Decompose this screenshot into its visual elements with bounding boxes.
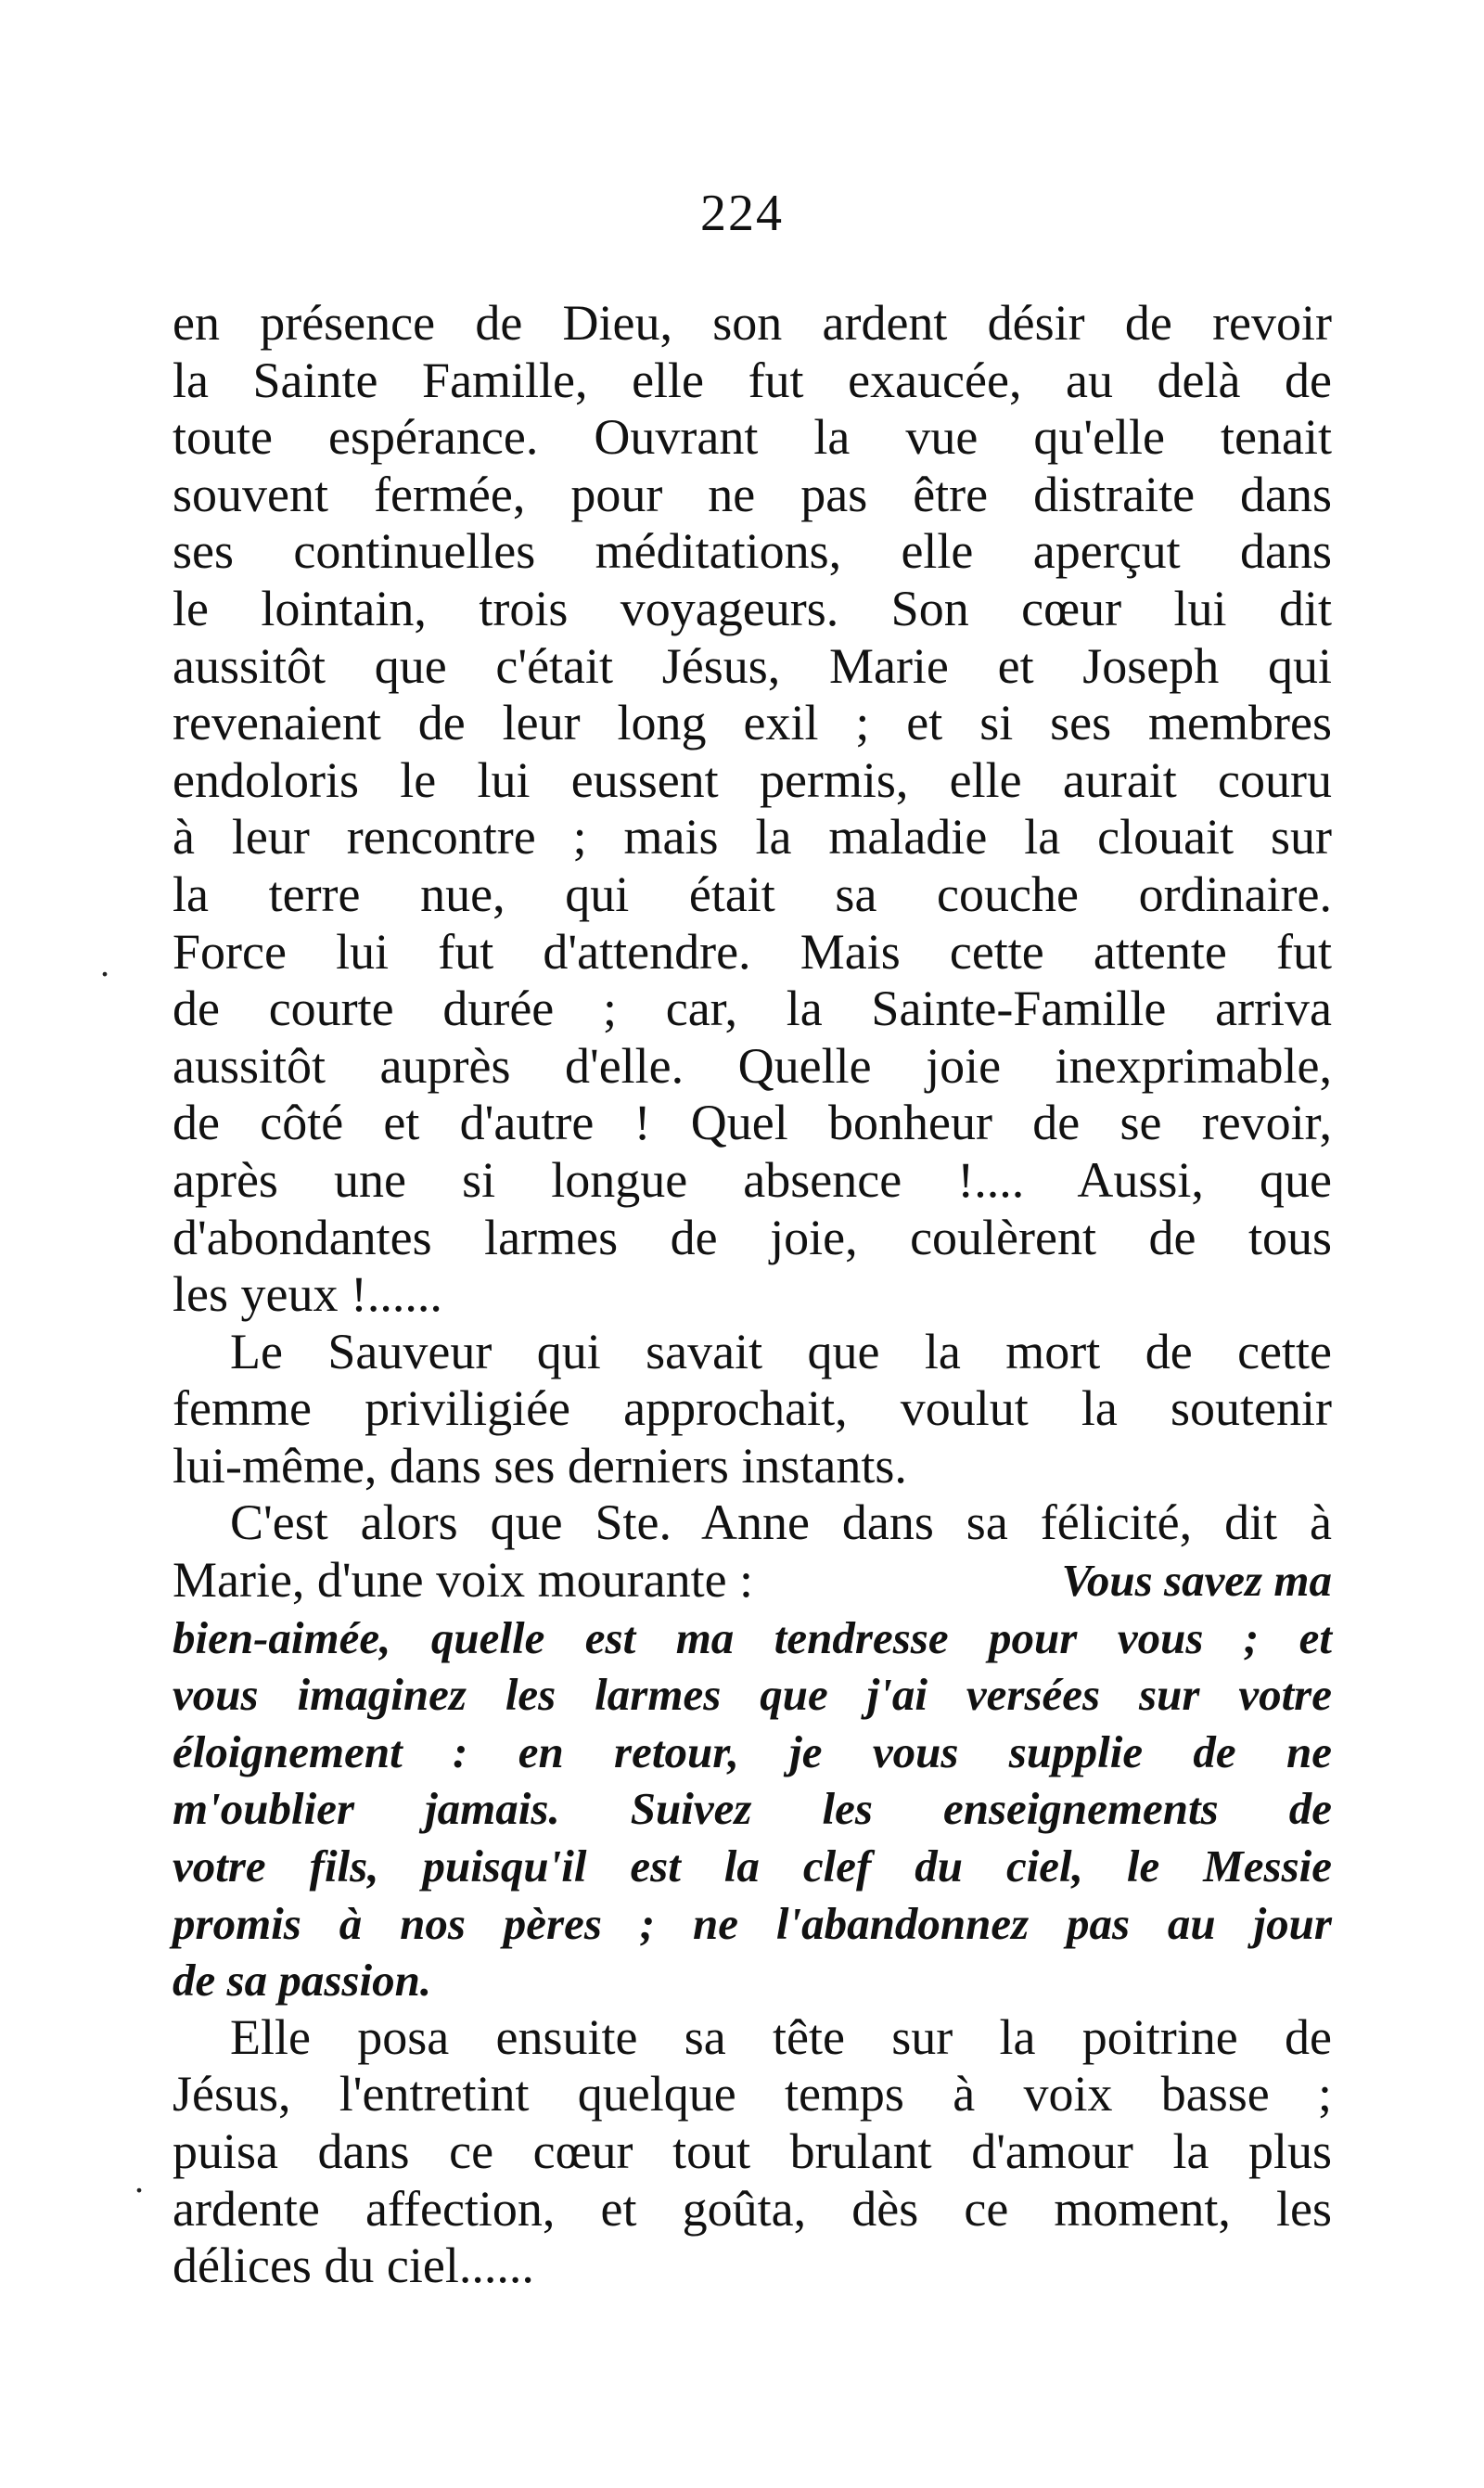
text-line: femme priviligiée approchait, voulut la soutenir (173, 1380, 1332, 1437)
text-line: de côté et d'autre ! Quel bonheur de se revoir, (173, 1095, 1332, 1151)
text-line-italic: votre fils, puisqu'il est la clef du ciel, le Messie (173, 1840, 1332, 1892)
text-line (173, 1552, 1332, 1610)
text-line: Le Sauveur qui savait que la mort de cette (230, 1323, 1332, 1379)
text-line: la terre nue, qui était sa couche ordinaire. (173, 866, 1332, 922)
text-line: puisa dans ce cœur tout brulant d'amour la plus (173, 2123, 1332, 2179)
text-line: Force lui fut d'attendre. Mais cette attente fut (173, 923, 1332, 980)
margin-speck: . (134, 2159, 144, 2200)
text-line: C'est alors que Ste. Anne dans sa félicité, dit à (230, 1494, 1332, 1551)
text-line: revenaient de leur long exil ; et si ses membres (173, 695, 1332, 751)
text-line-italic: vous imaginez les larmes que j'ai versées sur votre (173, 1669, 1332, 1721)
text-line-italic: promis à nos pères ; ne l'abandonnez pas au jour (173, 1897, 1332, 1949)
text-line: à leur rencontre ; mais la maladie la clouait sur (173, 809, 1332, 866)
text-line: lui-même, dans ses derniers instants. (173, 1437, 907, 1494)
text-line: ses continuelles méditations, elle aperçut dans (173, 523, 1332, 580)
text-line-italic: m'oublier jamais. Suivez les enseignements de (173, 1783, 1332, 1835)
page-number: 224 (700, 185, 784, 242)
text-line-italic: de sa passion. (173, 1955, 432, 2007)
text-line: Jésus, l'entretint quelque temps à voix basse ; (173, 2066, 1332, 2122)
text-line: aussitôt que c'était Jésus, Marie et Joseph qui (173, 637, 1332, 694)
body-text (173, 295, 1332, 2295)
text-line: le lointain, trois voyageurs. Son cœur lui dit (173, 580, 1332, 636)
text-line-italic: Vous savez ma (1061, 1555, 1332, 1607)
text-line: Elle posa ensuite sa tête sur la poitrine de (230, 2008, 1332, 2065)
text-line-italic: bien-aimée, quelle est ma tendresse pour vous ; et (173, 1611, 1332, 1663)
text-line: d'abondantes larmes de joie, coulèrent de tous (173, 1209, 1332, 1265)
margin-speck: . (100, 943, 109, 984)
text-line: la Sainte Famille, elle fut exaucée, au delà de (173, 352, 1332, 408)
text-line: endoloris le lui eussent permis, elle aurait couru (173, 751, 1332, 808)
text-line: délices du ciel...... (173, 2238, 534, 2294)
text-line: toute espérance. Ouvrant la vue qu'elle tenait (173, 409, 1332, 466)
text-line: après une si longue absence !.... Aussi, que (173, 1151, 1332, 1208)
text-line: ardente affection, et goûta, dès ce moment, les (173, 2180, 1332, 2237)
text-line: en présence de Dieu, son ardent désir de revoir (173, 295, 1332, 351)
text-line-roman: Marie, d'une voix mourante : (173, 1552, 754, 1609)
text-line-italic: éloignement : en retour, je vous supplie de ne (173, 1725, 1332, 1777)
text-line: souvent fermée, pour ne pas être distraite dans (173, 466, 1332, 522)
text-line: les yeux !...... (173, 1266, 442, 1323)
text-line: aussitôt auprès d'elle. Quelle joie inexprimable, (173, 1037, 1332, 1094)
text-line: de courte durée ; car, la Sainte-Famille arriva (173, 981, 1332, 1037)
